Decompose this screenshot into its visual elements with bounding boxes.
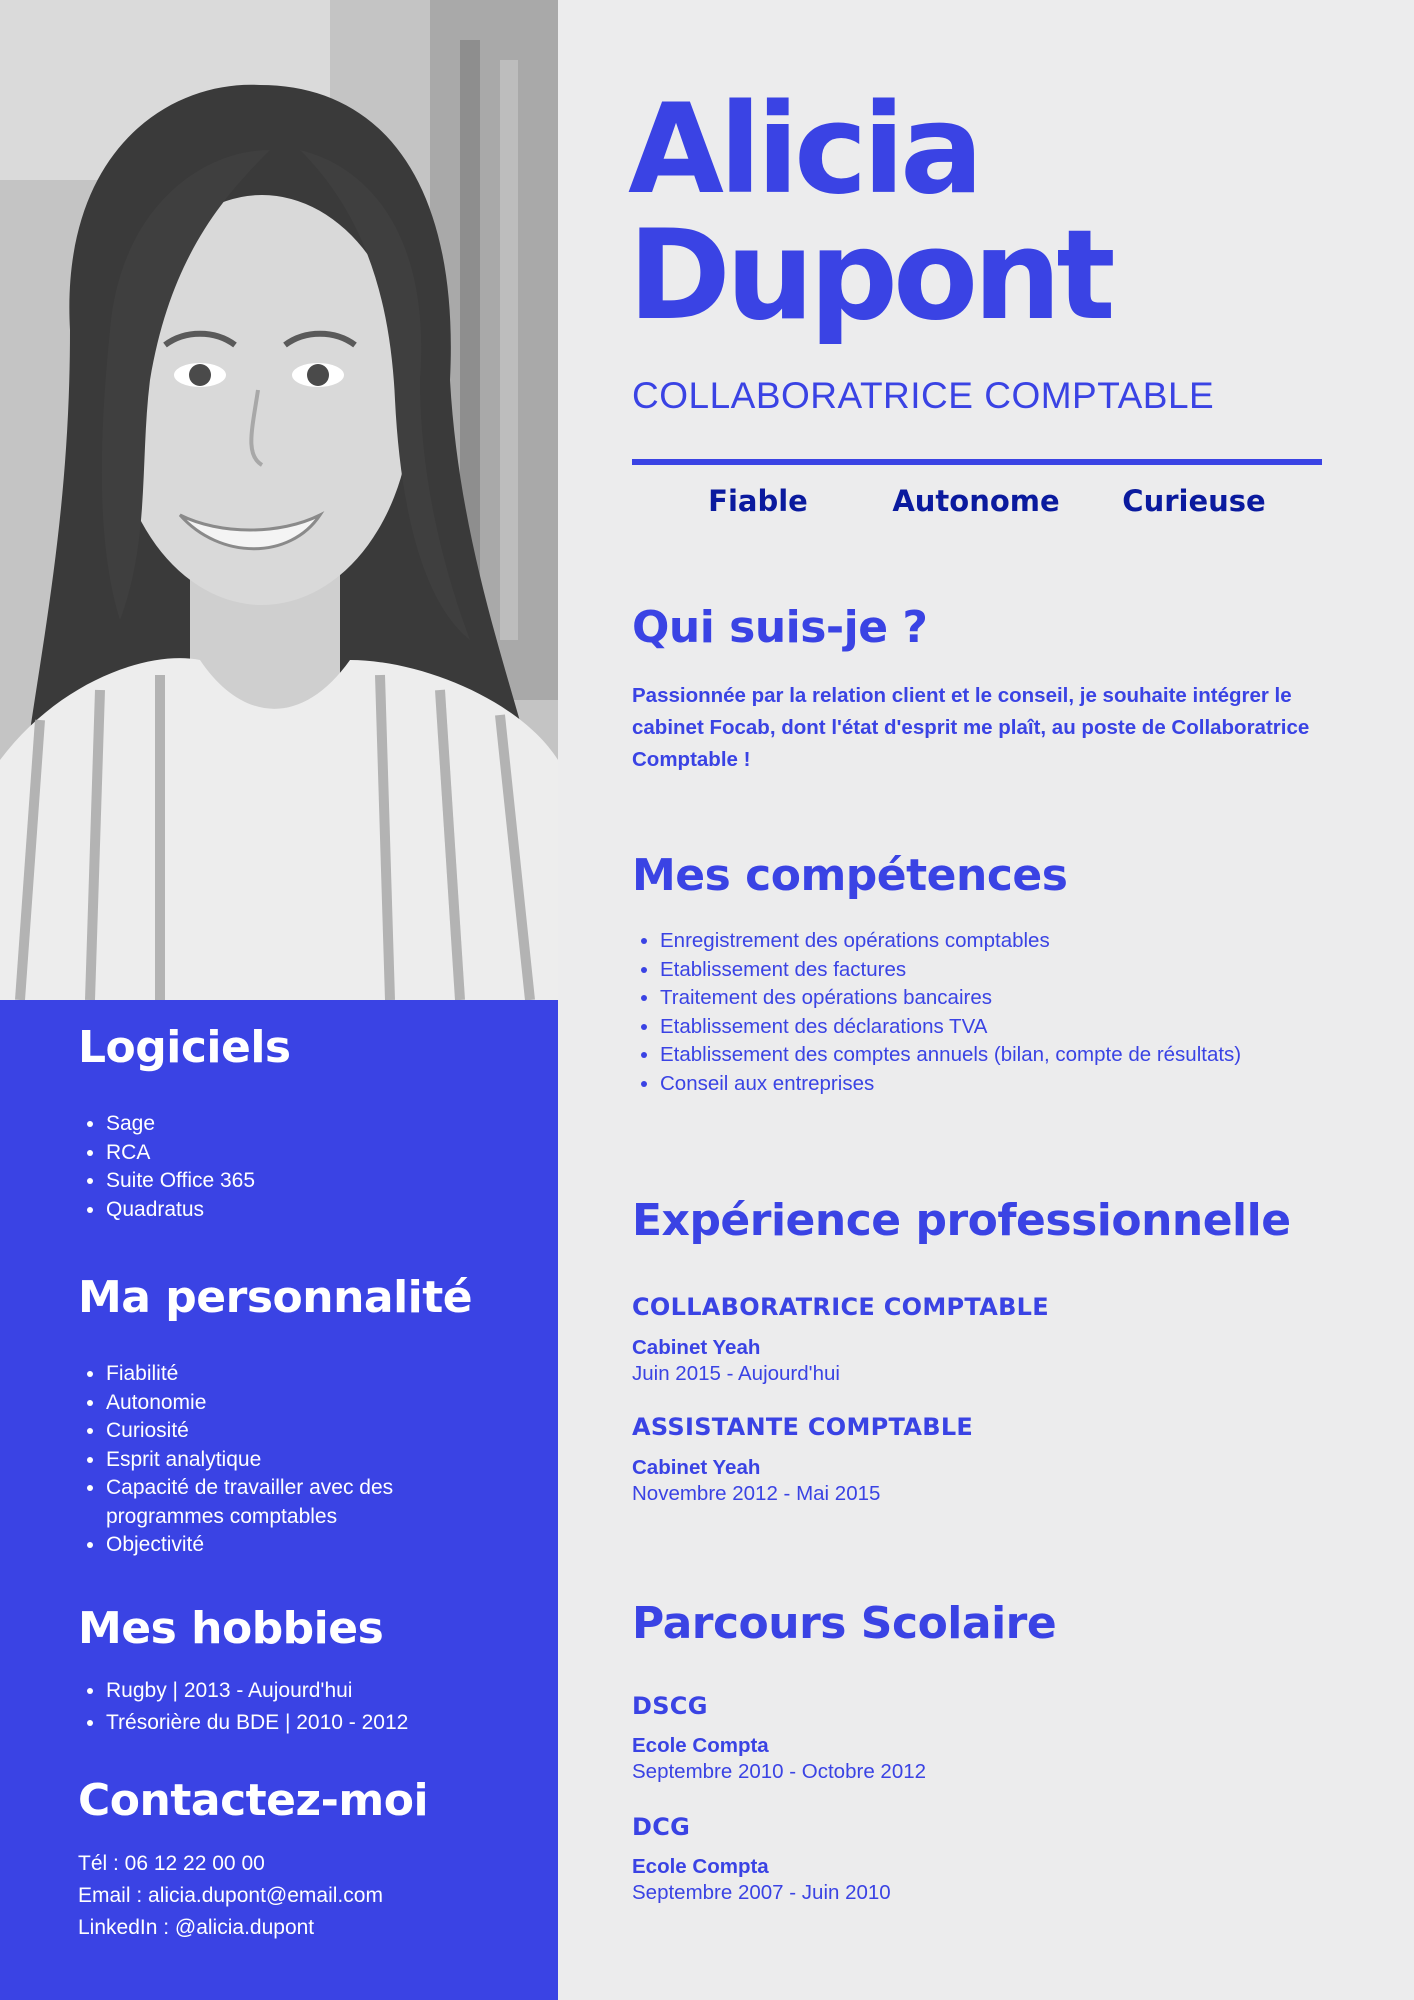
sidebar xyxy=(0,1000,558,2000)
job-company: Cabinet Yeah xyxy=(632,1336,761,1359)
degree-dates: Septembre 2010 - Octobre 2012 xyxy=(632,1760,927,1783)
degree-dates: Septembre 2007 - Juin 2010 xyxy=(632,1881,891,1904)
contact-phone: Tél : 06 12 22 00 00 xyxy=(78,1852,265,1875)
software-list xyxy=(78,1110,506,1224)
contact-linkedin: LinkedIn : @alicia.dupont xyxy=(78,1916,315,1939)
job-dates: Novembre 2012 - Mai 2015 xyxy=(632,1482,881,1505)
about-text: Passionnée par la relation client et le conseil, je souhaite intégrer le cabinet Focab, dont l'état d'esprit me plaît, au poste de Collaboratrice Comptable ! xyxy=(632,684,1310,771)
job-dates: Juin 2015 - Aujourd'hui xyxy=(632,1362,840,1385)
personality-heading: Ma personnalité xyxy=(78,1272,473,1323)
list-item: • Autonomie xyxy=(106,1389,506,1418)
degree-school: Ecole Compta xyxy=(632,1734,769,1757)
list-item: • Etablissement des comptes annuels (bilan, compte de résultats) xyxy=(660,1041,1380,1070)
right-column xyxy=(558,0,1414,2000)
trait-1: Fiable xyxy=(708,484,808,518)
degree-title: DSCG xyxy=(632,1692,708,1720)
divider xyxy=(632,459,1322,465)
job-title: ASSISTANTE COMPTABLE xyxy=(632,1413,974,1441)
degree-title: DCG xyxy=(632,1813,691,1841)
contact-email: Email : alicia.dupont@email.com xyxy=(78,1884,383,1907)
hobbies-heading: Mes hobbies xyxy=(78,1603,384,1654)
list-item: • Curiosité xyxy=(106,1417,506,1446)
hobbies-list xyxy=(78,1675,506,1739)
list-item: • Esprit analytique xyxy=(106,1446,506,1475)
skills-heading: Mes compétences xyxy=(632,850,1068,901)
software-heading: Logiciels xyxy=(78,1022,291,1073)
list-item: • Sage xyxy=(106,1110,506,1139)
profile-photo xyxy=(0,0,558,1000)
trait-3: Curieuse xyxy=(1122,484,1266,518)
degree-school: Ecole Compta xyxy=(632,1855,769,1878)
list-item: • Objectivité xyxy=(106,1531,506,1560)
skills-list xyxy=(632,927,1380,1098)
trait-2: Autonome xyxy=(892,484,1060,518)
list-item: • Etablissement des déclarations TVA xyxy=(660,1013,1380,1042)
job-title: COLLABORATRICE COMPTABLE xyxy=(632,1293,1049,1321)
list-item: • Capacité de travailler avec des programmes comptables xyxy=(106,1474,406,1531)
education-heading: Parcours Scolaire xyxy=(632,1598,1057,1649)
list-item: • Traitement des opérations bancaires xyxy=(660,984,1380,1013)
about-heading: Qui suis-je ? xyxy=(632,602,928,653)
left-column xyxy=(0,0,558,2000)
list-item: • Enregistrement des opérations comptables xyxy=(660,927,1380,956)
list-item: • Trésorière du BDE | 2010 - 2012 xyxy=(106,1707,506,1739)
first-name: Alicia xyxy=(628,78,979,222)
job-company: Cabinet Yeah xyxy=(632,1456,761,1479)
experience-heading: Expérience professionnelle xyxy=(632,1195,1291,1246)
last-name: Dupont xyxy=(628,204,1111,348)
list-item: • Suite Office 365 xyxy=(106,1167,506,1196)
list-item: • Fiabilité xyxy=(106,1360,506,1389)
list-item: • Rugby | 2013 - Aujourd'hui xyxy=(106,1675,506,1707)
list-item: • Etablissement des factures xyxy=(660,956,1380,985)
contact-heading: Contactez-moi xyxy=(78,1775,429,1826)
job-role: COLLABORATRICE COMPTABLE xyxy=(632,375,1215,416)
list-item: • RCA xyxy=(106,1139,506,1168)
list-item: • Conseil aux entreprises xyxy=(660,1070,1380,1099)
list-item: • Quadratus xyxy=(106,1196,506,1225)
personality-list xyxy=(78,1360,506,1560)
contact-block xyxy=(78,1848,383,1944)
